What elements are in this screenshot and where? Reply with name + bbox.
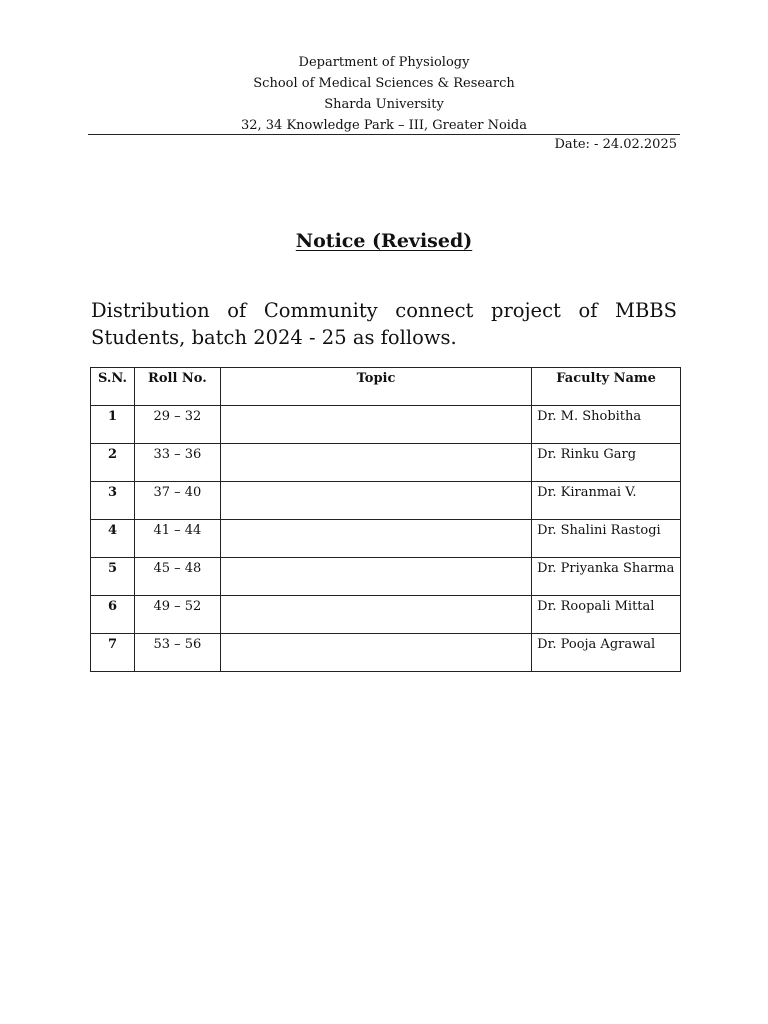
cell-sn: 1 [91, 406, 135, 444]
cell-faculty-name: Dr. Roopali Mittal [532, 596, 681, 634]
table-header-row [91, 368, 681, 406]
address: 32, 34 Knowledge Park – III, Greater Noida [240, 118, 528, 133]
cell-topic [220, 520, 531, 558]
intro-paragraph: Distribution of Community connect project of MBBS Students, batch 2024 - 25 as follows. [91, 299, 677, 349]
table-row [91, 634, 681, 672]
cell-sn: 4 [91, 520, 135, 558]
header-divider [88, 134, 680, 135]
table-row [91, 406, 681, 444]
school-name: School of Medical Sciences & Research [253, 76, 515, 91]
header-roll-no: Roll No. [134, 368, 220, 406]
cell-topic [220, 558, 531, 596]
cell-faculty-name: Dr. Shalini Rastogi [532, 520, 681, 558]
university-name: Sharda University [324, 97, 444, 112]
cell-topic [220, 406, 531, 444]
cell-roll-no: 49 – 52 [134, 596, 220, 634]
cell-sn: 2 [91, 444, 135, 482]
cell-faculty-name: Dr. Pooja Agrawal [532, 634, 681, 672]
notice-title: Notice (Revised) [295, 230, 473, 252]
cell-roll-no: 37 – 40 [134, 482, 220, 520]
table-row [91, 444, 681, 482]
cell-roll-no: 33 – 36 [134, 444, 220, 482]
cell-sn: 3 [91, 482, 135, 520]
cell-roll-no: 53 – 56 [134, 634, 220, 672]
cell-topic [220, 482, 531, 520]
cell-roll-no: 45 – 48 [134, 558, 220, 596]
cell-topic [220, 444, 531, 482]
notice-date: Date: - 24.02.2025 [554, 137, 677, 152]
cell-roll-no: 41 – 44 [134, 520, 220, 558]
department-name: Department of Physiology [298, 55, 470, 70]
cell-faculty-name: Dr. Kiranmai V. [532, 482, 681, 520]
cell-topic [220, 634, 531, 672]
header-faculty-name: Faculty Name [532, 368, 681, 406]
table-row [91, 482, 681, 520]
cell-faculty-name: Dr. Priyanka Sharma [532, 558, 681, 596]
table-row [91, 520, 681, 558]
header-topic: Topic [220, 368, 531, 406]
letterhead [88, 52, 680, 136]
cell-topic [220, 596, 531, 634]
cell-sn: 6 [91, 596, 135, 634]
cell-sn: 7 [91, 634, 135, 672]
cell-sn: 5 [91, 558, 135, 596]
cell-faculty-name: Dr. Rinku Garg [532, 444, 681, 482]
table-row [91, 558, 681, 596]
header-sn: S.N. [91, 368, 135, 406]
cell-faculty-name: Dr. M. Shobitha [532, 406, 681, 444]
cell-roll-no: 29 – 32 [134, 406, 220, 444]
distribution-table [90, 367, 681, 672]
table-row [91, 596, 681, 634]
